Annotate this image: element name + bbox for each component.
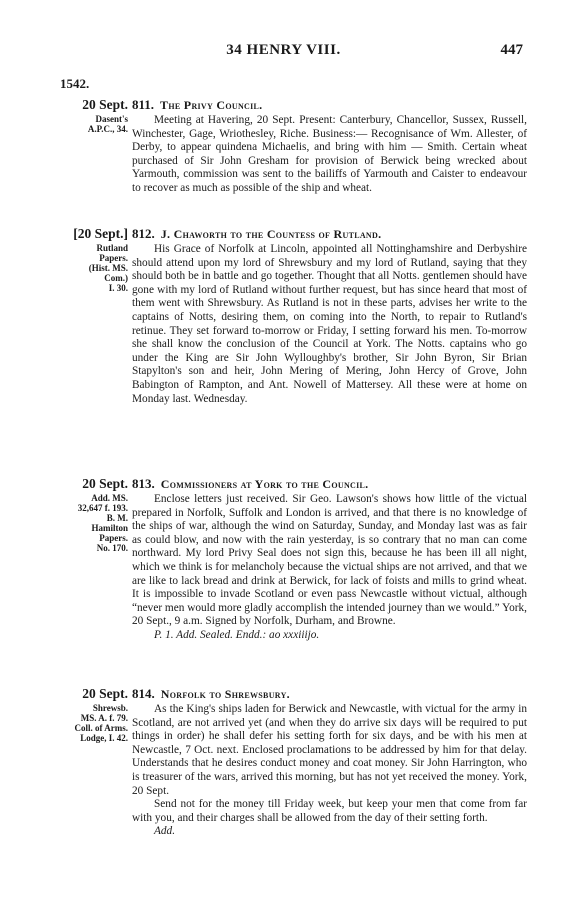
entry-date: 20 Sept. xyxy=(82,686,128,701)
source-ref: Shrewsb. MS. A. f. 79. Coll. of Arms. Lodge, I. 42. xyxy=(74,703,128,743)
entry-endnote: P. 1. Add. Sealed. Endd.: ao xxxiiijo. xyxy=(154,628,320,641)
entry-heading xyxy=(132,97,527,113)
entry-paragraph: Send not for the money till Friday week, but keep your men that come from far with you, and their charges shall be allowed from the day of their setting forth. xyxy=(132,798,527,824)
entry-heading xyxy=(132,226,527,242)
source-ref: Rutland Papers. (Hist. MS. Com.) I. 30. xyxy=(88,243,128,293)
entry-number: 811. xyxy=(132,97,155,112)
entry-date: 20 Sept. xyxy=(82,97,128,112)
entry-body xyxy=(132,476,527,643)
entry-endnote: Add. xyxy=(154,825,176,838)
entry-date: [20 Sept.] xyxy=(73,226,128,241)
entry-body xyxy=(132,226,527,406)
entry-number: 814. xyxy=(132,686,155,701)
entry-title: Norfolk to Shrewsbury. xyxy=(160,687,290,701)
margin-note xyxy=(18,226,128,293)
margin-note xyxy=(18,476,128,553)
running-head xyxy=(0,42,567,62)
entry-paragraph: Meeting at Havering, 20 Sept. Present: Canterbury, Chancellor, Sussex, Russell, Winchester, Gage, Wriothesley, Riche. Business:— Recognisance of Wm. Allester, of Derby, to appear quindena Michaelis, and bring with him — Smith. Certain wheat purchased of Sir John Gresham for provision of Berwick being wrecked about Yarmouth, commission was sent to the bailiffs of Yarmouth and Caister to endeavour to recover as much as possible of the ship and wheat. xyxy=(132,114,527,194)
entry-heading xyxy=(132,686,527,702)
source-ref: Add. MS. 32,647 f. 193. B. M. Hamilton Papers. No. 170. xyxy=(77,493,128,553)
source-ref: Dasent's A.P.C., 34. xyxy=(87,114,128,134)
margin-note xyxy=(18,97,128,134)
entry-body xyxy=(132,686,527,839)
margin-note xyxy=(18,686,128,743)
entry-paragraph: Enclose letters just received. Sir Geo. Lawson's shows how little of the victual prepared in Norfolk, Suffolk and London is arrived, and that there is no knowledge of the ships of war, although the wind on Saturday, Sunday, and Monday last was as fair as could blow, and now with the rain yesterday, is so contrary that no man can come northward. My lord Privy Seal does not sign this, because he has been ill all night, which we think is for melancholy because the victual ships are not arrived, and that we are like to lack bread and drink at Berwick, for lack of foists and mills to grind wheat. It is impossible to invade Scotland or even pass Newcastle without victual, although “never men would more gladly accomplish the intended journey than we would.” York, 20 Sept., 9 a.m. Signed by Norfolk, Durham, and Browne. xyxy=(132,493,527,628)
entry-body xyxy=(132,97,527,196)
running-head-title: 34 HENRY VIII. xyxy=(226,42,341,58)
entry-number: 813. xyxy=(132,476,155,491)
year-heading: 1542. xyxy=(60,76,90,91)
entry-number: 812. xyxy=(132,226,155,241)
entry-paragraph: His Grace of Norfolk at Lincoln, appointed all Nottinghamshire and Derbyshire should attend upon my lord of Shrewsbury and my lord of Rutland, saying that they should both be in battle and go together. Thought that all Notts. gentlemen should have gone with my lord of Rutland without further request, but has since heard that most of them went with Shrewsbury. As Rutland is not in these parts, advises her write to the captains of Notts, desiring them, on coming into the North, to repair to Rutland's retinue. They set forward to-morrow or Friday, I setting forward his men. To-morrow she shall know the conclusion of the Council at York. The Notts. captains who go under the King are Sir John Wylloughby's brother, Sir John Byron, Sir Brian Stapylton's son and heir, John Mering of Mering, John Hercy of Grove, John Babington of Rampton, and Ant. Nowell of Mattersey. All these were at home on Monday last. Wednesday. xyxy=(132,243,527,405)
entry-title: J. Chaworth to the Countess of Rutland. xyxy=(160,227,382,241)
page-number: 447 xyxy=(500,42,523,58)
entry-paragraph: As the King's ships laden for Berwick and Newcastle, with victual for the army in Scotland, are not arrived yet (and when they do arrive six days will be required to put things in order) he shall defer his setting forth for six days, and be with his men at Newcastle, 7 Oct. next. Enclosed proclamations to be addressed by him for that delay. Understands that he desires conduct money and coat money. Sir John Harrington, who is treasurer of the wars, arrived this morning, but has not yet received the money. York, 20 Sept. xyxy=(132,703,527,797)
entry-title: The Privy Council. xyxy=(160,98,263,112)
entry-date: 20 Sept. xyxy=(82,476,128,491)
entry-heading xyxy=(132,476,527,492)
entry-title: Commissioners at York to the Council. xyxy=(160,477,369,491)
